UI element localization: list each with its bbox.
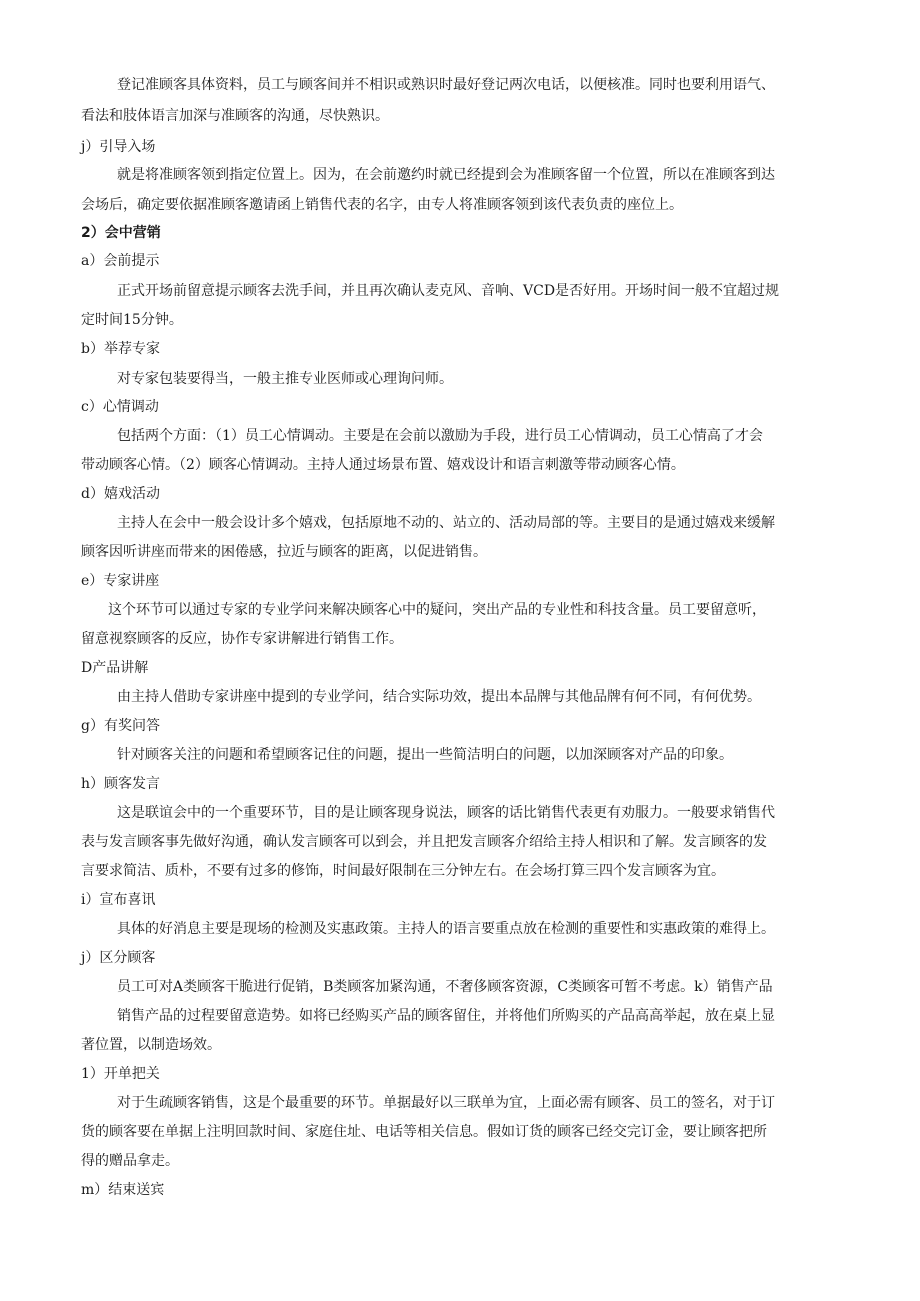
paragraph-line: 货的顾客要在单据上注明回款时间、家庭住址、电话等相关信息。假如订货的顾客已经交完订金，要让顾客把所 xyxy=(81,1124,767,1140)
paragraph-line: 具体的好消息主要是现场的检测及实惠政策。主持人的语言要重点放在检测的重要性和实惠政策的难得上。 xyxy=(117,921,775,937)
subheading: e）专家讲座 xyxy=(81,573,160,589)
paragraph-line: 顾客因听讲座而带来的困倦感，拉近与顾客的距离，以促进销售。 xyxy=(81,544,487,560)
paragraph-line: 主持人在会中一般会设计多个嬉戏，包括原地不动的、站立的、活动局部的等。主要目的是通过嬉戏来缓解 xyxy=(117,515,775,531)
subheading: 1）开单把关 xyxy=(81,1066,160,1082)
paragraph-line: 就是将准顾客领到指定位置上。因为，在会前邀约时就已经提到会为准顾客留一个位置，所以在准顾客到达 xyxy=(117,167,775,183)
subheading: m）结束送宾 xyxy=(81,1182,165,1198)
paragraph-line: 这是联谊会中的一个重要环节，目的是让顾客现身说法，顾客的话比销售代表更有劝服力。一般要求销售代 xyxy=(117,805,775,821)
paragraph-line: 对专家包装要得当，一般主推专业医师或心理询问师。 xyxy=(117,371,453,387)
paragraph-line: 言要求简洁、质朴，不要有过多的修饰，时间最好限制在三分钟左右。在会场打算三四个发言顾客为宜。 xyxy=(81,863,725,879)
subheading: i）宣布喜讯 xyxy=(81,892,156,908)
paragraph-line: 带动顾客心情。（2）顾客心情调动。主持人通过场景布置、嬉戏设计和语言刺激等带动顾客心情。 xyxy=(81,457,685,473)
paragraph-line: 会场后，确定要依据准顾客邀请函上销售代表的名字，由专人将准顾客领到该代表负责的座位上。 xyxy=(81,197,683,213)
paragraph-line: 登记准顾客具体资料，员工与顾客间并不相识或熟识时最好登记两次电话，以便核准。同时也要利用语气、 xyxy=(117,77,775,93)
subheading: h）顾客发言 xyxy=(81,776,161,792)
paragraph-line: 看法和肢体语言加深与准顾客的沟通，尽快熟识。 xyxy=(81,108,389,124)
paragraph-line: 包括两个方面：（1）员工心情调动。主要是在会前以激励为手段，进行员工心情调动，员工心情高了才会 xyxy=(117,428,763,444)
paragraph-line: 留意视察顾客的反应，协作专家讲解进行销售工作。 xyxy=(81,631,403,647)
subheading: c）心情调动 xyxy=(81,399,159,415)
subheading: j）引导入场 xyxy=(81,139,156,155)
subheading: j）区分顾客 xyxy=(81,950,156,966)
paragraph-line: 销售产品的过程要留意造势。如将已经购买产品的顾客留住，并将他们所购买的产品高高举起，放在桌上显 xyxy=(117,1008,775,1024)
paragraph-line: 表与发言顾客事先做好沟通，确认发言顾客可以到会，并且把发言顾客介绍给主持人相识和了解。发言顾客的发 xyxy=(81,834,767,850)
subheading: b）举荐专家 xyxy=(81,341,160,357)
paragraph-line: 正式开场前留意提示顾客去洗手间，并且再次确认麦克风、音响、VCD是否好用。开场时间一般不宜超过规 xyxy=(117,283,780,299)
paragraph-line: 对于生疏顾客销售，这是个最重要的环节。单据最好以三联单为宜，上面必需有顾客、员工的签名，对于订 xyxy=(117,1095,775,1111)
subheading: g）有奖问答 xyxy=(81,718,160,734)
paragraph-line: 定时间15分钟。 xyxy=(81,312,183,328)
paragraph-line: 得的赠品拿走。 xyxy=(81,1153,179,1169)
paragraph-line: 著位置，以制造场效。 xyxy=(81,1037,221,1053)
section-heading: 2）会中营销 xyxy=(81,225,161,241)
paragraph-line: 针对顾客关注的问题和希望顾客记住的问题，提出一些简洁明白的问题，以加深顾客对产品的印象。 xyxy=(117,747,733,763)
subheading: D产品讲解 xyxy=(81,660,149,676)
subheading: a）会前提示 xyxy=(81,253,160,269)
paragraph-line: 这个环节可以通过专家的专业学问来解决顾客心中的疑问，突出产品的专业性和科技含量。员工要留意听， xyxy=(108,602,766,618)
subheading: d）嬉戏活动 xyxy=(81,486,160,502)
paragraph-line: 员工可对A类顾客干脆进行促销，B类顾客加紧沟通，不奢侈顾客资源，C类顾客可暂不考虑。k）销售产品 xyxy=(117,979,773,995)
paragraph-line: 由主持人借助专家讲座中提到的专业学问，结合实际功效，提出本品牌与其他品牌有何不同，有何优势。 xyxy=(117,689,761,705)
